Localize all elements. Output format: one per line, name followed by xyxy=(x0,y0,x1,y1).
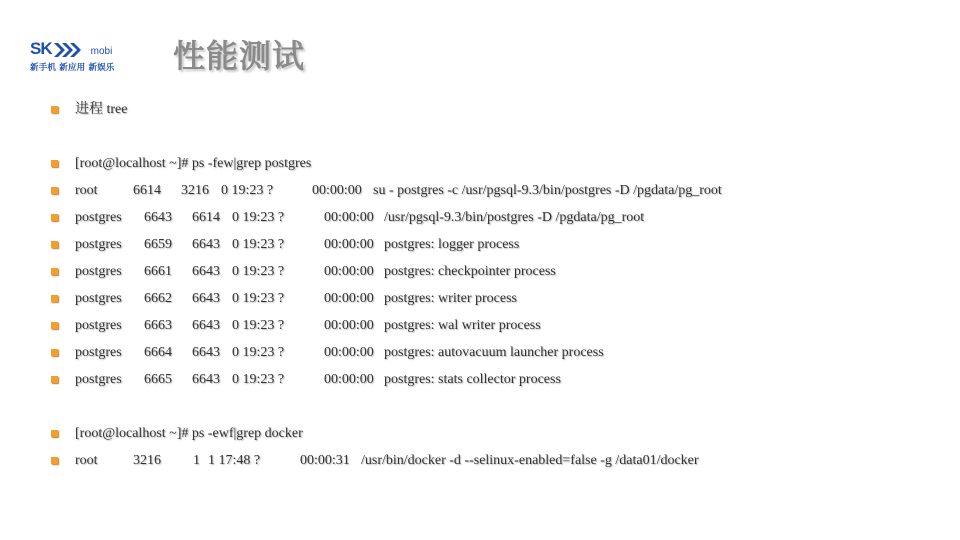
process-cmd: postgres: writer process xyxy=(384,291,517,306)
ps-postgres-command: [root@localhost ~]# ps -few|grep postgres xyxy=(75,156,312,171)
bullet-icon xyxy=(51,295,58,302)
process-pid: 6614 xyxy=(133,183,161,198)
logo-tagline: 新手机 新应用 新娱乐 xyxy=(30,63,115,73)
process-pid: 6662 xyxy=(144,291,172,306)
process-pid: 6663 xyxy=(144,318,172,333)
process-pid: 6665 xyxy=(144,372,172,387)
process-ppid: 6643 xyxy=(192,345,220,360)
intro-line: 进程 tree xyxy=(75,102,128,117)
process-ppid: 6643 xyxy=(192,372,220,387)
process-stime: 0 19:23 ? xyxy=(221,183,274,198)
bullet-icon xyxy=(51,106,58,113)
logo-sub-text: mobi xyxy=(90,46,113,57)
process-cmd: postgres: checkpointer process xyxy=(384,264,556,279)
bullet-icon xyxy=(51,430,58,437)
process-user: root xyxy=(75,453,98,468)
bullet-icon xyxy=(51,376,58,383)
logo-brand-text: SK xyxy=(30,39,52,58)
process-time: 00:00:00 xyxy=(324,372,374,387)
process-user: postgres xyxy=(75,210,122,225)
process-stime: 0 19:23 ? xyxy=(232,372,285,387)
process-stime: 0 19:23 ? xyxy=(232,291,285,306)
process-time: 00:00:00 xyxy=(324,264,374,279)
process-stime: 0 19:23 ? xyxy=(232,345,285,360)
process-cmd: /usr/pgsql-9.3/bin/postgres -D /pgdata/pg_root xyxy=(384,210,645,225)
process-stime: 0 19:23 ? xyxy=(232,210,285,225)
process-time: 00:00:00 xyxy=(312,183,362,198)
process-user: postgres xyxy=(75,264,122,279)
process-ppid: 6614 xyxy=(192,210,220,225)
process-user: postgres xyxy=(75,237,122,252)
process-cmd: /usr/bin/docker -d --selinux-enabled=false -g /data01/docker xyxy=(361,453,699,468)
process-time: 00:00:00 xyxy=(324,237,374,252)
process-ppid: 6643 xyxy=(192,318,220,333)
process-ppid: 6643 xyxy=(192,237,220,252)
brand-logo xyxy=(30,38,150,74)
process-stime: 0 19:23 ? xyxy=(232,264,285,279)
bullet-icon xyxy=(51,187,58,194)
process-cmd: postgres: stats collector process xyxy=(384,372,561,387)
process-pid: 3216 xyxy=(133,453,161,468)
process-cmd: postgres: autovacuum launcher process xyxy=(384,345,604,360)
process-user: root xyxy=(75,183,98,198)
process-time: 00:00:31 xyxy=(300,453,350,468)
process-pid: 6643 xyxy=(144,210,172,225)
process-ppid: 6643 xyxy=(192,291,220,306)
process-stime: 1 17:48 ? xyxy=(208,453,261,468)
process-user: postgres xyxy=(75,345,122,360)
process-cmd: su - postgres -c /usr/pgsql-9.3/bin/postgres -D /pgdata/pg_root xyxy=(373,183,722,198)
slide-title: 性能测试 xyxy=(173,37,306,75)
process-pid: 6659 xyxy=(144,237,172,252)
process-user: postgres xyxy=(75,372,122,387)
bullet-icon xyxy=(51,241,58,248)
process-user: postgres xyxy=(75,318,122,333)
bullet-icon xyxy=(51,268,58,275)
bullet-icon xyxy=(51,349,58,356)
process-time: 00:00:00 xyxy=(324,318,374,333)
process-pid: 6664 xyxy=(144,345,172,360)
process-time: 00:00:00 xyxy=(324,345,374,360)
bullet-icon xyxy=(51,322,58,329)
chevron-arrows-icon xyxy=(53,42,89,58)
ps-docker-command: [root@localhost ~]# ps -ewf|grep docker xyxy=(75,426,303,441)
process-ppid: 6643 xyxy=(192,264,220,279)
process-time: 00:00:00 xyxy=(324,210,374,225)
process-cmd: postgres: logger process xyxy=(384,237,520,252)
process-pid: 6661 xyxy=(144,264,172,279)
process-cmd: postgres: wal writer process xyxy=(384,318,541,333)
bullet-icon xyxy=(51,457,58,464)
process-ppid: 3216 xyxy=(181,183,209,198)
process-stime: 0 19:23 ? xyxy=(232,318,285,333)
logo-mark xyxy=(30,38,112,58)
process-time: 00:00:00 xyxy=(324,291,374,306)
bullet-icon xyxy=(51,160,58,167)
process-user: postgres xyxy=(75,291,122,306)
process-stime: 0 19:23 ? xyxy=(232,237,285,252)
process-ppid: 1 xyxy=(193,453,200,468)
bullet-icon xyxy=(51,214,58,221)
